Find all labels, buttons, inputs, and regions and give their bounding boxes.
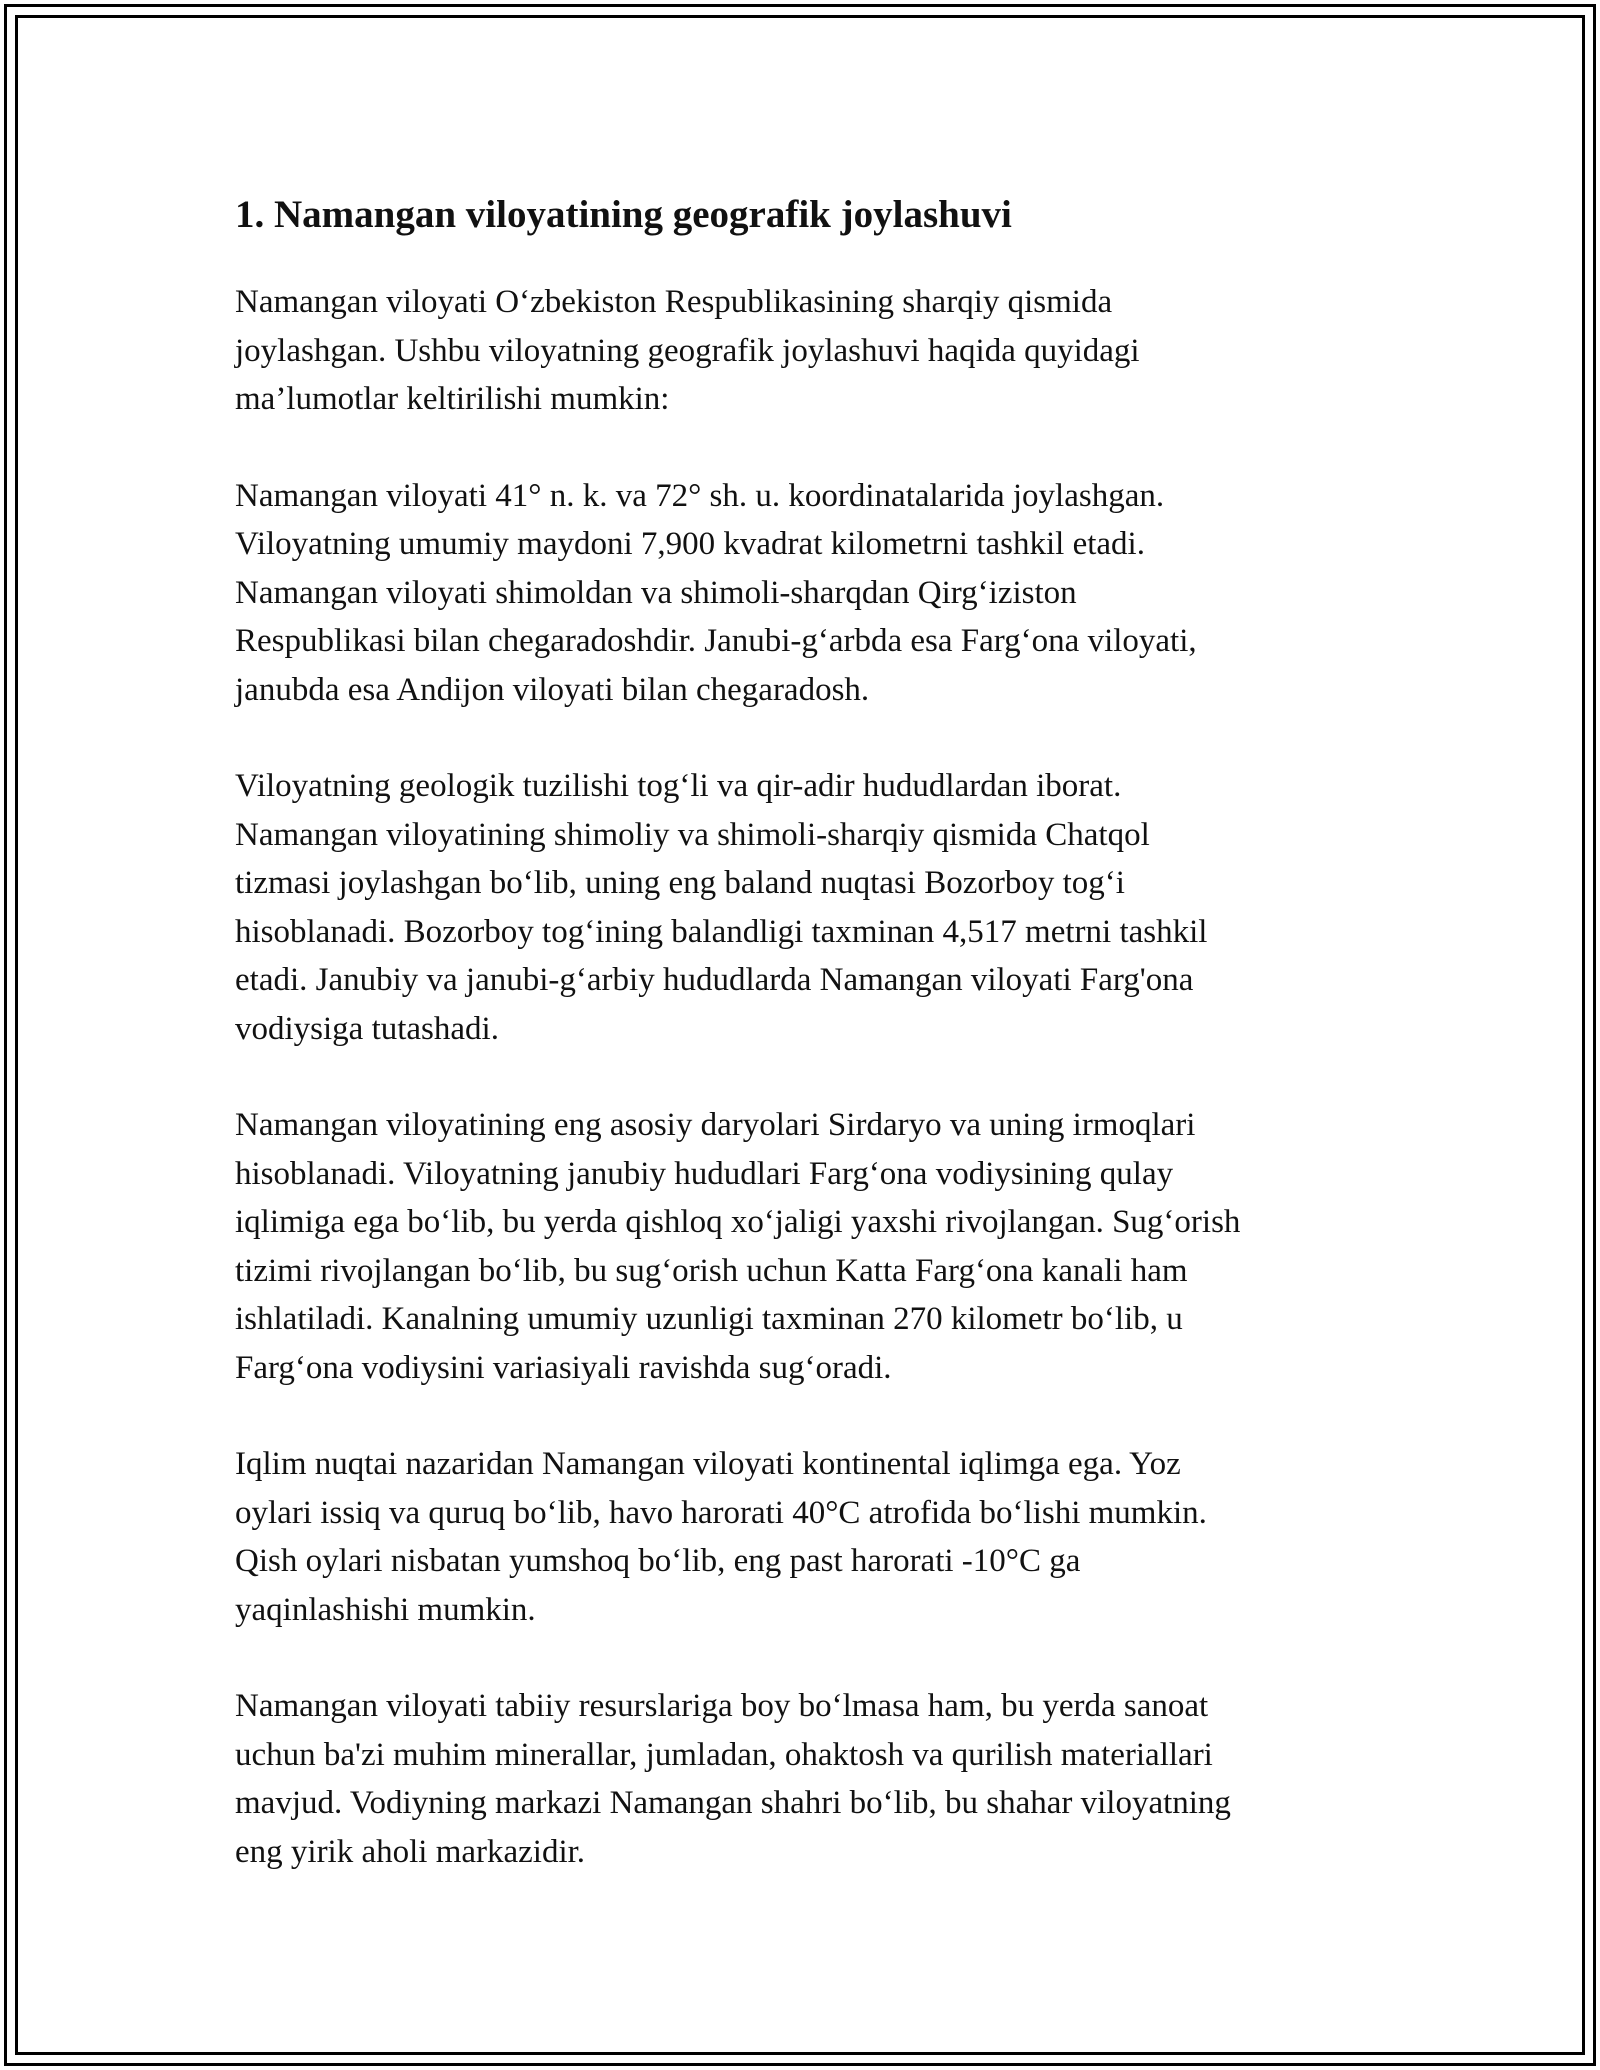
paragraph-line: Farg‘ona vodiysini variasiyali ravishda sug‘oradi. (235, 1349, 892, 1386)
paragraph-line: uchun ba'zi muhim minerallar, jumladan, ohaktosh va qurilish materiallari (235, 1736, 1213, 1773)
paragraph-line: iqlimiga ega bo‘lib, bu yerda qishloq xo‘jaligi yaxshi rivojlangan. Sug‘orish (235, 1204, 1241, 1240)
document-title: 1. Namangan viloyatining geografik joylashuvi (235, 193, 1012, 236)
paragraph-rivers (235, 1101, 1375, 1392)
paragraph-line: Respublikasi bilan chegaradoshdir. Janubi-g‘arbda esa Farg‘ona viloyati, (235, 623, 1197, 659)
paragraph-line: tizmasi joylashgan bo‘lib, uning eng baland nuqtasi Bozorboy tog‘i (235, 865, 1125, 901)
paragraph-intro (235, 278, 1375, 424)
document-body (235, 186, 1375, 1924)
paragraph-line: joylashgan. Ushbu viloyatning geografik joylashuvi haqida quyidagi (235, 332, 1140, 369)
paragraph-line: oylari issiq va quruq bo‘lib, havo harorati 40°C atrofida bo‘lishi mumkin. (235, 1494, 1207, 1531)
paragraph-line: yaqinlashishi mumkin. (235, 1591, 536, 1628)
paragraph-line: hisoblanadi. Bozorboy tog‘ining balandligi taxminan 4,517 metrni tashkil (235, 913, 1208, 950)
paragraph-line: Namangan viloyatining shimoliy va shimoli-sharqiy qismida Chatqol (235, 816, 1150, 853)
paragraph-line: Namangan viloyati shimoldan va shimoli-sharqdan Qirg‘iziston (235, 574, 1077, 611)
paragraph-line: Viloyatning umumiy maydoni 7,900 kvadrat kilometrni tashkil etadi. (235, 526, 1145, 562)
paragraph-line: Namangan viloyatining eng asosiy daryolari Sirdaryo va uning irmoqlari (235, 1107, 1196, 1143)
paragraph-line: ishlatiladi. Kanalning umumiy uzunligi taxminan 270 kilometr bo‘lib, u (235, 1301, 1183, 1337)
paragraph-line: hisoblanadi. Viloyatning janubiy hududlari Farg‘ona vodiysining qulay (235, 1155, 1174, 1192)
paragraph-line: eng yirik aholi markazidir. (235, 1833, 586, 1870)
paragraph-line: Iqlim nuqtai nazaridan Namangan viloyati kontinental iqlimga ega. Yoz (235, 1446, 1181, 1482)
paragraph-location (235, 472, 1375, 715)
paragraph-line: ma’lumotlar keltirilishi mumkin: (235, 381, 670, 417)
paragraph-line: Namangan viloyati O‘zbekiston Respublikasining sharqiy qismida (235, 284, 1113, 320)
paragraph-line: Namangan viloyati 41° n. k. va 72° sh. u. koordinatalarida joylashgan. (235, 477, 1165, 514)
paragraph-geology (235, 762, 1375, 1053)
paragraph-line: etadi. Janubiy va janubi-g‘arbiy hududlarda Namangan viloyati Farg'ona (235, 962, 1194, 998)
paragraph-line: mavjud. Vodiyning markazi Namangan shahri bo‘lib, bu shahar viloyatning (235, 1785, 1231, 1821)
paragraph-resources (235, 1682, 1375, 1876)
paragraph-line: janubda esa Andijon viloyati bilan chegaradosh. (235, 671, 870, 708)
paragraph-line: Namangan viloyati tabiiy resurslariga boy bo‘lmasa ham, bu yerda sanoat (235, 1688, 1209, 1724)
paragraph-line: tizimi rivojlangan bo‘lib, bu sug‘orish uchun Katta Farg‘ona kanali ham (235, 1252, 1188, 1289)
paragraph-line: Viloyatning geologik tuzilishi tog‘li va qir-adir hududlardan iborat. (235, 768, 1122, 804)
paragraph-line: Qish oylari nisbatan yumshoq bo‘lib, eng past harorati -10°C ga (235, 1543, 1081, 1579)
paragraph-line: vodiysiga tutashadi. (235, 1010, 499, 1047)
paragraph-climate (235, 1440, 1375, 1634)
